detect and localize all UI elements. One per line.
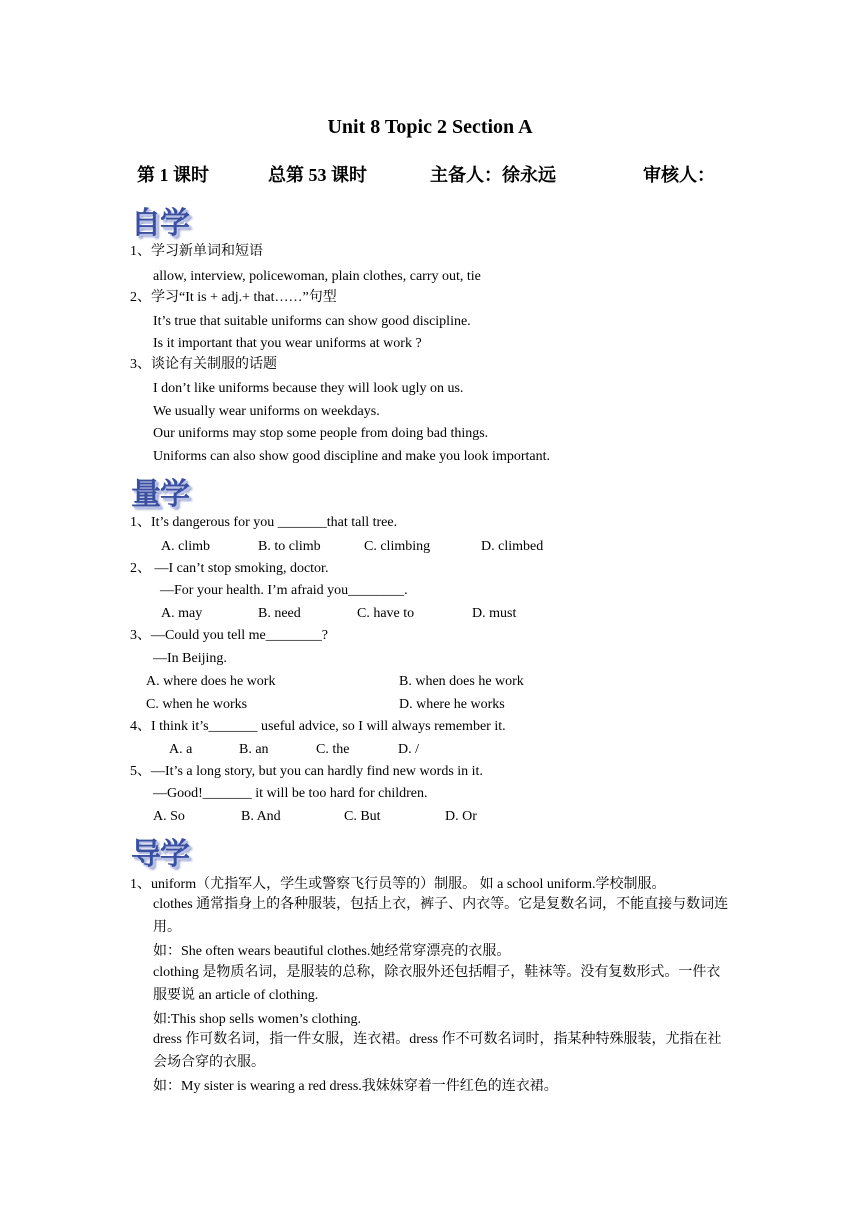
- question-5-line: —Good!_______ it will be too hard for children.: [153, 786, 428, 801]
- option: B. to climb: [258, 539, 321, 554]
- option: D. climbed: [481, 539, 544, 554]
- zixue-line: We usually wear uniforms on weekdays.: [153, 404, 380, 419]
- daoxue-example: 如：She often wears beautiful clothes.她经常穿漂亮的衣服。: [153, 944, 511, 959]
- question-2-line: —For your health. I’m afraid you________.: [160, 583, 408, 598]
- option: C. have to: [357, 606, 415, 621]
- option: A. may: [161, 606, 203, 621]
- question-4: 4、I think it’s_______ useful advice, so I will always remember it.: [130, 719, 506, 734]
- option: A. where does he work: [146, 674, 276, 689]
- question-5: 5、—It’s a long story, but you can hardly find new words in it.: [130, 764, 483, 779]
- daoxue-paragraph: clothes 通常指身上的各种服装，包括上衣，裤子、内衣等。它是复数名词，不能直接与数词连用。: [153, 897, 729, 935]
- preparer: 主备人：徐永远: [430, 165, 556, 185]
- option: C. when he works: [146, 697, 248, 712]
- option: A. a: [169, 742, 193, 757]
- section-heading-zixue: 自学: [131, 206, 189, 241]
- daoxue-example: 如:This shop sells women’s clothing.: [153, 1012, 362, 1027]
- option: C. the: [316, 742, 350, 757]
- option: A. So: [153, 809, 185, 824]
- lesson-number: 第 1 课时: [137, 165, 209, 185]
- zixue-line: allow, interview, policewoman, plain clothes, carry out, tie: [153, 269, 481, 284]
- question-3-line: —In Beijing.: [153, 651, 227, 666]
- daoxue-example: 如：My sister is wearing a red dress.我妹妹穿着一件红色的连衣裙。: [153, 1079, 558, 1094]
- option: C. climbing: [364, 539, 431, 554]
- option: D. where he works: [399, 697, 505, 712]
- option: B. need: [258, 606, 301, 621]
- zixue-line: Uniforms can also show good discipline and make you look important.: [153, 449, 550, 464]
- total-lesson: 总第 53 课时: [268, 165, 367, 185]
- zixue-line: Our uniforms may stop some people from doing bad things.: [153, 426, 489, 441]
- option: B. when does he work: [399, 674, 524, 689]
- option: B. an: [239, 742, 269, 757]
- option: D. must: [472, 606, 517, 621]
- question-2: 2、 —I can’t stop smoking, doctor.: [130, 561, 329, 576]
- option: D. Or: [445, 809, 477, 824]
- zixue-line: 3、谈论有关制服的话题: [130, 357, 277, 372]
- zixue-line: 2、学习“It is + adj.+ that……”句型: [130, 290, 337, 305]
- option: D. /: [398, 742, 419, 757]
- reviewer: 审核人：: [643, 165, 715, 185]
- daoxue-paragraph: dress 作可数名词，指一件女服，连衣裙。dress 作不可数名词时，指某种特殊服装，尤指在社会场合穿的衣服。: [153, 1032, 722, 1070]
- question-1: 1、It’s dangerous for you _______that tall tree.: [130, 515, 398, 530]
- section-heading-liangxue: 量学: [131, 477, 189, 512]
- section-heading-daoxue: 导学: [131, 837, 189, 872]
- option: B. And: [241, 809, 281, 824]
- option: A. climb: [161, 539, 210, 554]
- daoxue-line: 1、uniform（尤指军人，学生或警察飞行员等的）制服。 如 a school uniform.学校制服。: [130, 877, 666, 892]
- zixue-line: Is it important that you wear uniforms at work ?: [153, 336, 422, 351]
- option: C. But: [344, 809, 381, 824]
- zixue-line: I don’t like uniforms because they will look ugly on us.: [153, 381, 464, 396]
- zixue-line: 1、学习新单词和短语: [130, 244, 263, 259]
- page-title: Unit 8 Topic 2 Section A: [327, 116, 533, 138]
- question-3: 3、—Could you tell me________?: [130, 628, 328, 643]
- zixue-line: It’s true that suitable uniforms can show good discipline.: [153, 314, 471, 329]
- daoxue-paragraph: clothing 是物质名词，是服装的总称，除衣服外还包括帽子，鞋袜等。没有复数形式。一件衣服要说 an article of clothing.: [153, 965, 721, 1003]
